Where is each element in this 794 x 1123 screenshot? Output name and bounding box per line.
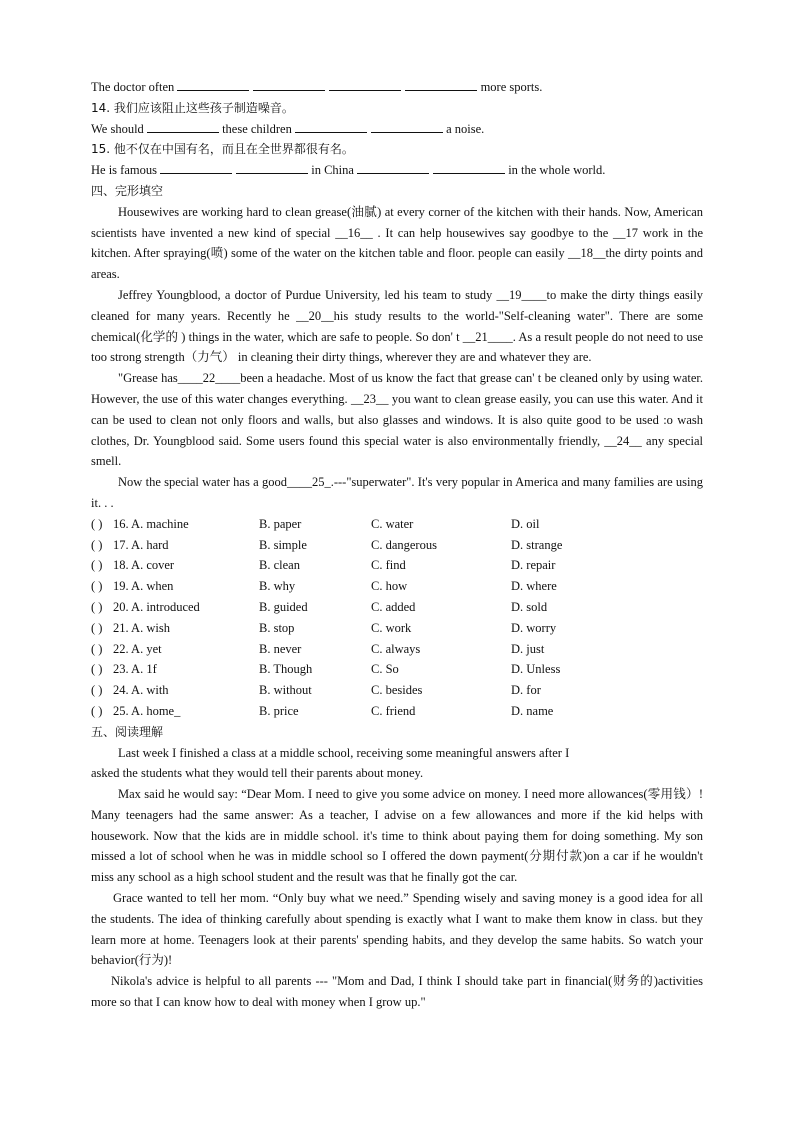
- reading-paragraph-1-line-1: Last week I finished a class at a middle school, receiving some meaningful answers after I: [118, 745, 570, 760]
- question-14-chinese: 14. 我们应该阻止这些孩子制造噪音。: [91, 100, 294, 115]
- option-d: D. strange: [511, 537, 563, 552]
- option-a: 18. A. cover: [113, 558, 175, 573]
- option-row-20: [91, 597, 703, 618]
- answer-paren[interactable]: ( ): [91, 683, 103, 698]
- content-column: [91, 77, 703, 1013]
- option-d: D. where: [511, 579, 557, 594]
- option-d: D. name: [511, 703, 554, 718]
- answer-blank[interactable]: [177, 78, 249, 91]
- option-b: B. price: [259, 703, 299, 718]
- cloze-paragraph-4: Now the special water has a good____25_.---"superwater". It's very popular in America and many families are using it. . .: [91, 475, 703, 510]
- answer-blank[interactable]: [236, 161, 308, 174]
- answer-paren[interactable]: ( ): [91, 579, 103, 594]
- option-b: B. clean: [259, 558, 300, 573]
- option-b: B. simple: [259, 537, 307, 552]
- option-a: 24. A. with: [113, 683, 169, 698]
- option-row-19: [91, 576, 703, 597]
- answer-blank[interactable]: [147, 120, 219, 133]
- cloze-paragraph-2: Jeffrey Youngblood, a doctor of Purdue University, led his team to study __19____to make the dirty things easily cleaned for many years. Recently he __20__his study results to the world-"Self-cleaning water". There are some chemical(化学的 ) things in the water, which are safe to people. So don' t __21____. As a result people do not need to use too strong strength（力气） in cleaning their dirty things, wherever they are and whatever they are.: [91, 287, 703, 365]
- option-d: D. Unless: [511, 662, 561, 677]
- answer-blank[interactable]: [160, 161, 232, 174]
- sentence-13-start: The doctor often: [91, 80, 175, 94]
- answer-paren[interactable]: ( ): [91, 641, 103, 656]
- answer-blank[interactable]: [329, 78, 401, 91]
- option-b: B. why: [259, 579, 296, 594]
- option-b: B. stop: [259, 620, 295, 635]
- option-d: D. repair: [511, 558, 556, 573]
- option-c: C. how: [371, 579, 408, 594]
- option-row-16: [91, 514, 703, 535]
- question-15-english: He is famous in China in the whole world.: [91, 163, 606, 178]
- option-c: C. always: [371, 641, 421, 656]
- option-a: 16. A. machine: [113, 516, 189, 531]
- option-b: B. Though: [259, 662, 313, 677]
- option-row-25: [91, 701, 703, 722]
- option-a: 21. A. wish: [113, 620, 170, 635]
- cloze-paragraph-1: Housewives are working hard to clean grease(油腻) at every corner of the kitchen with their hands. Now, American scientists have invented a new kind of special __16__ . It can help housewives say goodbye to the __17 work in the kitchen. After spraying(喷) some of the water on the kitchen table and floor. people can easily __18__the dirty points and areas.: [91, 204, 703, 282]
- option-c: C. work: [371, 620, 412, 635]
- answer-blank[interactable]: [433, 161, 505, 174]
- answer-blank[interactable]: [295, 120, 367, 133]
- option-c: C. find: [371, 558, 406, 573]
- answer-paren[interactable]: ( ): [91, 662, 103, 677]
- option-a: 22. A. yet: [113, 641, 162, 656]
- answer-paren[interactable]: ( ): [91, 537, 103, 552]
- cloze-heading: 四、完形填空: [91, 183, 164, 198]
- answer-blank[interactable]: [405, 78, 477, 91]
- answer-blank[interactable]: [357, 161, 429, 174]
- option-d: D. worry: [511, 620, 557, 635]
- answer-paren[interactable]: ( ): [91, 620, 103, 635]
- option-row-23: [91, 659, 703, 680]
- option-row-22: [91, 639, 703, 660]
- option-d: D. oil: [511, 516, 540, 531]
- option-a: 19. A. when: [113, 579, 174, 594]
- option-row-17: [91, 535, 703, 556]
- question-15-chinese: 15. 他不仅在中国有名，而且在全世界都很有名。: [91, 142, 354, 157]
- answer-paren[interactable]: ( ): [91, 558, 103, 573]
- option-c: C. besides: [371, 683, 423, 698]
- answer-paren[interactable]: ( ): [91, 599, 103, 614]
- option-row-21: [91, 618, 703, 639]
- reading-paragraph-1-line-2: asked the students what they would tell their parents about money.: [91, 766, 424, 781]
- reading-paragraph-2: Max said he would say: “Dear Mom. I need to give you some advice on money. I need more allowances(零用钱）! Many teenagers had the same answer: As a teacher, I advise on a few allowances and more if the kid helps with housework. Now that the kids are in middle school. it's time to think about paying them for doing something. My son missed a lot of school when he was in middle school so I offered the down payment(分期付款)on a car if he wouldn't miss any school as a high school student and the result was that he finally got the car.: [91, 787, 703, 885]
- cloze-options: [91, 514, 703, 722]
- option-c: C. friend: [371, 703, 416, 718]
- reading-heading: 五、阅读理解: [91, 724, 164, 739]
- answer-blank[interactable]: [371, 120, 443, 133]
- answer-paren[interactable]: ( ): [91, 703, 103, 718]
- option-row-24: [91, 680, 703, 701]
- option-a: 23. A. 1f: [113, 662, 157, 677]
- option-a: 20. A. introduced: [113, 599, 200, 614]
- sentence-13-end: more sports.: [480, 80, 543, 94]
- reading-paragraph-3: Grace wanted to tell her mom. “Only buy what we need.” Spending wisely and saving money is a good idea for all the students. The idea of thinking carefully about spending is exactly what I want to make them know in class. but they learn more at home. Teenagers look at their parents' spending habits, and they develop the same habits. So watch your behavior(行为)!: [91, 891, 703, 968]
- option-a: 25. A. home_: [113, 703, 181, 718]
- option-b: B. paper: [259, 516, 302, 531]
- sentence-13-line: [91, 77, 703, 98]
- option-row-18: [91, 555, 703, 576]
- option-b: B. guided: [259, 599, 308, 614]
- option-c: C. So: [371, 662, 399, 677]
- option-d: D. for: [511, 683, 541, 698]
- reading-paragraph-4: Nikola's advice is helpful to all parents --- "Mom and Dad, I think I should take part in financial(财务的)activities more so that I can know how to deal with money when I grow up.": [91, 974, 703, 1010]
- option-a: 17. A. hard: [113, 537, 169, 552]
- answer-paren[interactable]: ( ): [91, 516, 103, 531]
- option-c: C. added: [371, 599, 416, 614]
- cloze-paragraph-3: "Grease has____22____been a headache. Most of us know the fact that grease can' t be cleaned only by using water. However, the use of this water changes everything. __23__ you want to clean grease easily, you can use this water. And it can be used to clean not only floors and walls, but also glasses and windows. It is also quite good to be used :o wash clothes, Dr. Youngblood said. Some users found this special water is also environmentally friendly, __24__ any special smell.: [91, 371, 703, 469]
- option-b: B. never: [259, 641, 302, 656]
- question-14-english: We should these children a noise.: [91, 121, 485, 136]
- option-c: C. water: [371, 516, 414, 531]
- option-d: D. sold: [511, 599, 548, 614]
- option-b: B. without: [259, 683, 312, 698]
- option-c: C. dangerous: [371, 537, 437, 552]
- option-d: D. just: [511, 641, 545, 656]
- answer-blank[interactable]: [253, 78, 325, 91]
